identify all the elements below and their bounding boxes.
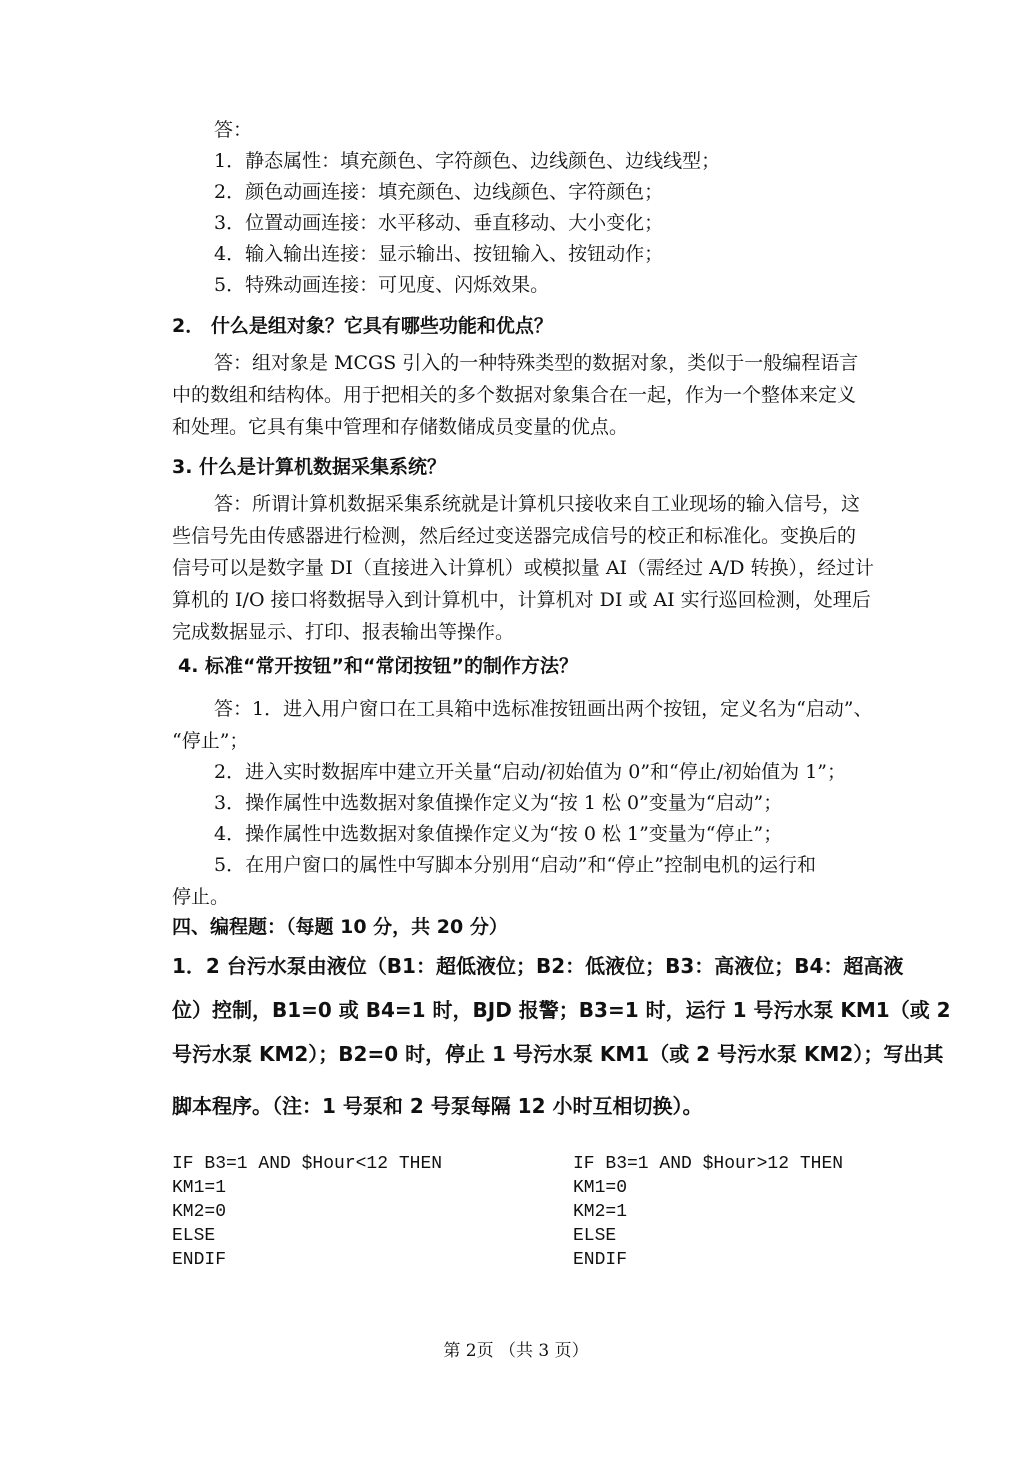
- question-2-answer-line: 答：组对象是 MCGS 引入的一种特殊类型的数据对象，类似于一般编程语言: [214, 352, 859, 374]
- question-3-answer-line: 些信号先由传感器进行检测，然后经过变送器完成信号的校正和标准化。变换后的: [172, 525, 857, 547]
- program-question-line: 号污水泵 KM2）；B2=0 时，停止 1 号污水泵 KM1（或 2 号污水泵 KM2）；写出其: [172, 1042, 944, 1066]
- question-2-title: 2． 什么是组对象？它具有哪些功能和优点？: [172, 315, 553, 337]
- program-question-line: 1．2 台污水泵由液位（B1：超低液位；B2：低液位；B3：高液位；B4：超高液: [172, 954, 904, 978]
- code-right-line: IF B3=1 AND $Hour>12 THEN: [573, 1154, 844, 1174]
- answer1-item: 5．特殊动画连接：可见度、闪烁效果。: [214, 274, 550, 296]
- code-left-line: ELSE: [172, 1226, 216, 1246]
- section-4-title: 四、编程题：（每题 10 分，共 20 分）: [172, 916, 508, 938]
- code-right-line: KM2=1: [573, 1202, 628, 1222]
- question-2-answer-line: 和处理。它具有集中管理和存储数储成员变量的优点。: [172, 416, 629, 438]
- answer1-item: 4．输入输出连接：显示输出、按钮输入、按钮动作；: [214, 243, 664, 265]
- code-left-line: ENDIF: [172, 1250, 227, 1270]
- question-4-answer-line: 2．进入实时数据库中建立开关量“启动/初始值为 0”和“停止/初始值为 1”；: [214, 761, 847, 783]
- question-4-answer-line: 3．操作属性中选数据对象值操作定义为“按 1 松 0”变量为“启动”；: [214, 792, 783, 814]
- code-right-line: ENDIF: [573, 1250, 628, 1270]
- question-3-title: 3. 什么是计算机数据采集系统？: [172, 456, 447, 478]
- answer1-item: 1．静态属性：填充颜色、字符颜色、边线颜色、边线线型；: [214, 150, 721, 172]
- code-left-line: KM1=1: [172, 1178, 227, 1198]
- question-4-title: 4. 标准“常开按钮”和“常闭按钮”的制作方法？: [178, 655, 579, 677]
- program-question-line: 位）控制，B1=0 或 B4=1 时，BJD 报警；B3=1 时，运行 1 号污水泵 KM1（或 2: [172, 998, 951, 1022]
- program-question-line: 脚本程序。（注：1 号泵和 2 号泵每隔 12 小时互相切换）。: [172, 1094, 703, 1118]
- question-3-answer-line: 完成数据显示、打印、报表输出等操作。: [172, 621, 515, 643]
- question-4-answer-line: 答：1．进入用户窗口在工具箱中选标准按钮画出两个按钮，定义名为“启动”、: [214, 698, 873, 720]
- code-right-line: ELSE: [573, 1226, 617, 1246]
- question-2-answer-line: 中的数组和结构体。用于把相关的多个数据对象集合在一起，作为一个整体来定义: [172, 384, 857, 406]
- question-3-answer-line: 算机的 I/O 接口将数据导入到计算机中，计算机对 DI 或 AI 实行巡回检测，处理后: [172, 589, 871, 611]
- answer1-label: 答：: [214, 119, 253, 141]
- question-3-answer-line: 信号可以是数字量 DI（直接进入计算机）或模拟量 AI（需经过 A/D 转换），经过计: [172, 557, 874, 579]
- code-left-line: IF B3=1 AND $Hour<12 THEN: [172, 1154, 443, 1174]
- question-4-answer-line: “停止”；: [172, 730, 249, 752]
- question-3-answer-line: 答：所谓计算机数据采集系统就是计算机只接收来自工业现场的输入信号，这: [214, 493, 861, 515]
- answer1-item: 2．颜色动画连接：填充颜色、边线颜色、字符颜色；: [214, 181, 664, 203]
- code-right-line: KM1=0: [573, 1178, 628, 1198]
- question-4-answer-line: 停止。: [172, 886, 230, 908]
- code-left-line: KM2=0: [172, 1202, 227, 1222]
- answer1-item: 3．位置动画连接：水平移动、垂直移动、大小变化；: [214, 212, 664, 234]
- question-4-answer-line: 5．在用户窗口的属性中写脚本分别用“启动”和“停止”控制电机的运行和: [214, 854, 816, 876]
- question-4-answer-line: 4．操作属性中选数据对象值操作定义为“按 0 松 1”变量为“停止”；: [214, 823, 783, 845]
- page-footer: 第 2页 （共 3 页）: [443, 1341, 589, 1361]
